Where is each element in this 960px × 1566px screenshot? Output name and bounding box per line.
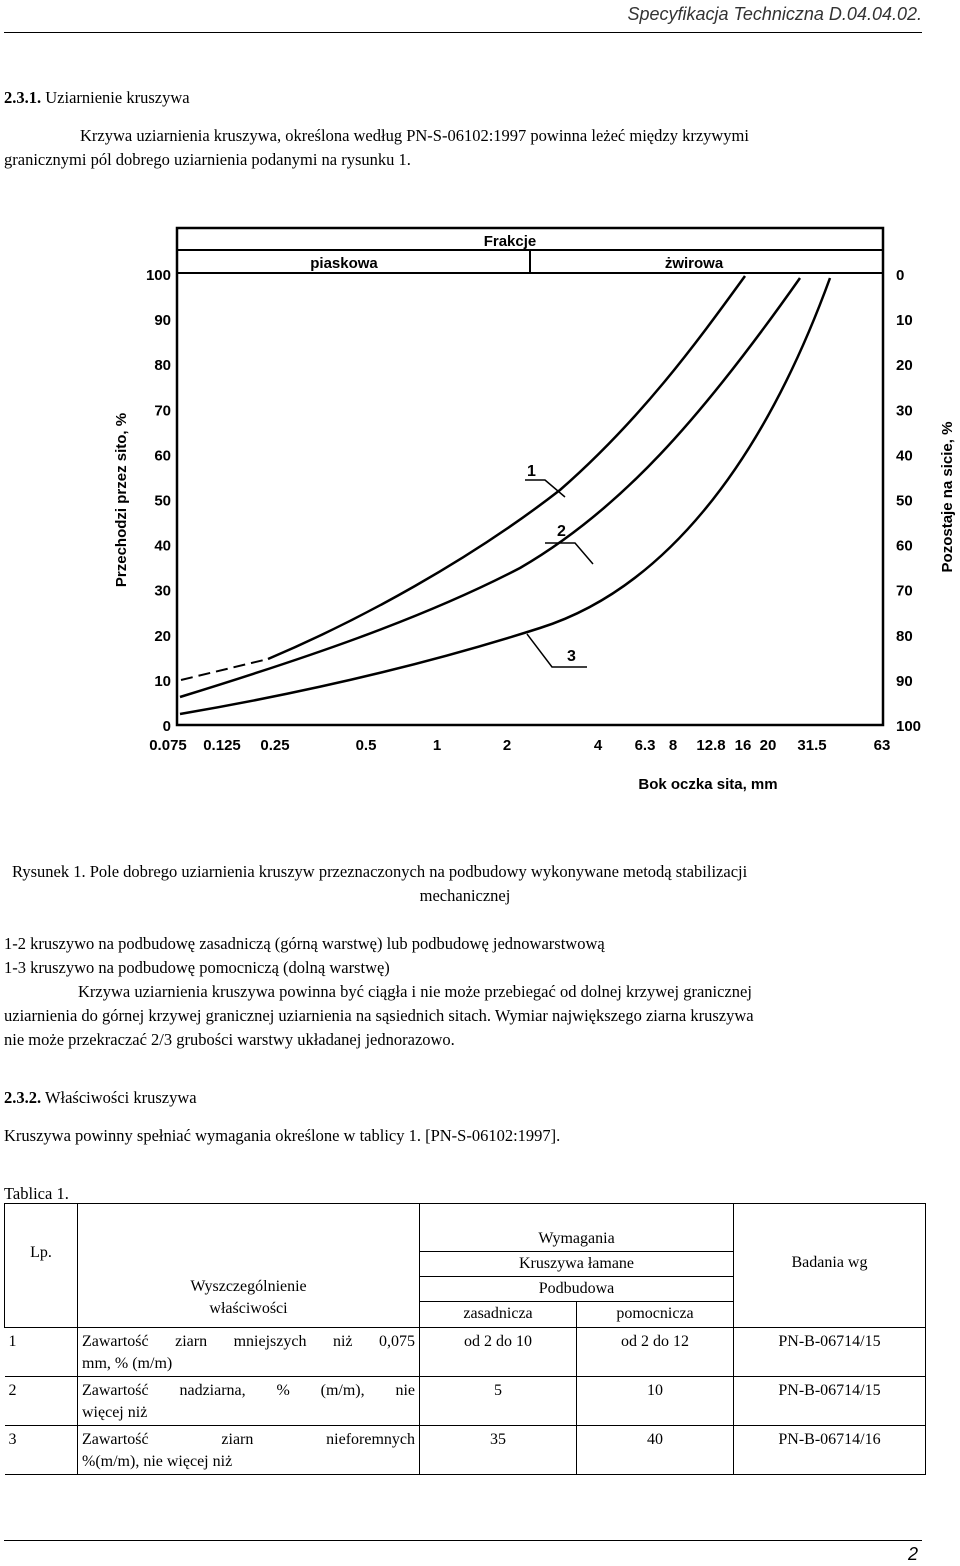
grading-curve-3	[180, 278, 830, 714]
row-auxiliary-value: 10	[577, 1377, 734, 1426]
header-requirements: Wymagania	[420, 1204, 734, 1252]
row-description-line: %(m/m), nie więcej niż	[82, 1453, 233, 1470]
row-test-method: PN-B-06714/16	[734, 1426, 926, 1475]
section-title: Uziarnienie kruszywa	[45, 88, 190, 107]
left-tick-label: 20	[154, 627, 171, 645]
right-tick-label: 30	[896, 402, 913, 420]
section-title: Właściwości kruszywa	[44, 1088, 197, 1107]
left-tick-label: 90	[154, 312, 171, 330]
intro-line-2: granicznymi pól dobrego uziarnienia podanymi na rysunku 1.	[4, 150, 411, 169]
left-tick-label: 60	[154, 447, 171, 465]
x-tick-label: 6.3	[634, 737, 656, 754]
row-main-base-value: 5	[420, 1377, 577, 1426]
section-heading-231	[4, 86, 190, 109]
paragraph-curve-line-2: uziarnienia do górnej krzywej granicznej uziarnienia na sąsiednich sitach. Wymiar największego ziarna kruszywa	[4, 1006, 754, 1025]
sand-label: piaskowa	[310, 255, 378, 272]
grading-chart	[105, 222, 960, 802]
right-tick-label: 100	[896, 718, 922, 735]
x-tick-label: 8	[668, 737, 678, 754]
row-test-method: PN-B-06714/15	[734, 1377, 926, 1426]
page-header: Specyfikacja Techniczna D.04.04.02.	[627, 4, 922, 24]
section-heading-232	[4, 1086, 197, 1109]
right-tick-label: 0	[896, 267, 905, 284]
right-tick-label: 60	[896, 537, 913, 555]
footer-rule	[4, 1540, 922, 1541]
x-tick-label: 0.125	[203, 737, 241, 754]
header-description-line-2: właściwości	[209, 1300, 288, 1317]
row-lp: 1	[5, 1328, 78, 1377]
x-tick-label: 31.5	[797, 737, 827, 754]
x-tick-label: 63	[873, 737, 891, 754]
left-tick-label: 10	[154, 672, 171, 690]
table-row	[5, 1377, 926, 1426]
x-tick-label: 0.25	[260, 737, 290, 754]
intro-line-1: Krzywa uziarnienia kruszywa, określona według PN-S-06102:1997 powinna leżeć między krzywymi	[80, 126, 749, 145]
left-tick-label: 30	[154, 582, 171, 600]
row-lp: 3	[5, 1426, 78, 1475]
curve-1-dashed-extension	[181, 659, 268, 680]
left-axis-label: Przechodzi przez sito, %	[113, 412, 130, 588]
right-tick-label: 90	[896, 672, 913, 690]
paragraph-curve-line-3: nie może przekraczać 2/3 grubości warstwy układanej jednorazowo.	[4, 1030, 455, 1049]
section-number: 2.3.1.	[4, 88, 42, 107]
header-rule	[4, 32, 922, 33]
header-base-course: Podbudowa	[420, 1277, 734, 1302]
x-tick-label: 4	[593, 737, 603, 754]
header-main-base: zasadnicza	[420, 1302, 577, 1328]
right-tick-label: 50	[896, 492, 913, 510]
row-description	[78, 1426, 420, 1475]
curve-label-3: 3	[567, 648, 576, 665]
row-description-line: więcej niż	[82, 1404, 148, 1421]
table-row	[5, 1426, 926, 1475]
x-axis-label: Bok oczka sita, mm	[638, 776, 778, 793]
right-tick-label: 10	[896, 312, 913, 330]
row-auxiliary-value: od 2 do 12	[577, 1328, 734, 1377]
row-description-line: Zawartość ziarn nieforemnych	[82, 1431, 415, 1448]
legend-1-3: 1-3 kruszywo na podbudowę pomocniczą (dolną warstwę)	[4, 958, 390, 977]
figure-caption-line-1: Rysunek 1. Pole dobrego uziarnienia kruszyw przeznaczonych na podbudowy wykonywane metodą stabilizacji	[12, 862, 748, 881]
row-main-base-value: 35	[420, 1426, 577, 1475]
left-tick-label: 100	[145, 267, 171, 284]
left-tick-label: 80	[154, 357, 171, 375]
left-tick-label: 70	[154, 402, 171, 420]
x-tick-label: 0.5	[355, 737, 377, 754]
header-crushed-aggregate: Kruszywa łamane	[420, 1252, 734, 1277]
left-tick-label: 0	[162, 718, 171, 735]
paragraph-properties: Kruszywa powinny spełniać wymagania określone w tablicy 1. [PN-S-06102:1997].	[4, 1126, 561, 1145]
requirements-table	[4, 1203, 926, 1475]
x-tick-label: 2	[502, 737, 512, 754]
legend-1-2: 1-2 kruszywo na podbudowę zasadniczą (górną warstwę) lub podbudowę jednowarstwową	[4, 934, 605, 953]
table-row	[5, 1328, 926, 1377]
row-auxiliary-value: 40	[577, 1426, 734, 1475]
header-description-line-1: Wyszczególnienie	[190, 1278, 307, 1295]
row-description-line: mm, % (m/m)	[82, 1355, 173, 1372]
header-auxiliary-base: pomocnicza	[577, 1302, 734, 1328]
figure-caption-line-2: mechanicznej	[419, 886, 511, 905]
row-description	[78, 1328, 420, 1377]
right-tick-label: 70	[896, 582, 913, 600]
row-description-line: Zawartość ziarn mniejszych niż 0,075	[82, 1333, 415, 1350]
left-tick-label: 50	[154, 492, 171, 510]
x-tick-label: 12.8	[696, 737, 726, 754]
fractions-label: Frakcje	[483, 233, 537, 250]
x-tick-label: 20	[759, 737, 777, 754]
right-tick-label: 80	[896, 627, 913, 645]
left-tick-label: 40	[154, 537, 171, 555]
gravel-label: żwirowa	[664, 255, 724, 272]
curve-label-1: 1	[527, 463, 536, 480]
x-tick-label: 1	[432, 737, 442, 754]
row-main-base-value: od 2 do 10	[420, 1328, 577, 1377]
paragraph-curve-line-1: Krzywa uziarnienia kruszywa powinna być ciągła i nie może przebiegać od dolnej krzywej granicznej	[78, 982, 752, 1001]
x-tick-label: 0.075	[149, 737, 187, 754]
page-number: 2	[907, 1544, 918, 1564]
grading-curve-2	[180, 278, 800, 697]
header-description	[78, 1204, 420, 1328]
row-test-method: PN-B-06714/15	[734, 1328, 926, 1377]
row-description-line: Zawartość nadziarna, % (m/m), nie	[82, 1382, 415, 1399]
right-tick-label: 20	[896, 357, 913, 375]
grading-curve-1	[268, 276, 745, 659]
right-tick-label: 40	[896, 447, 913, 465]
x-tick-label: 16	[734, 737, 752, 754]
section-number: 2.3.2.	[4, 1088, 42, 1107]
header-test-method: Badania wg	[734, 1204, 926, 1328]
curve-label-2: 2	[557, 523, 566, 540]
row-description	[78, 1377, 420, 1426]
right-axis-label: Pozostaje na sicie, %	[939, 421, 956, 573]
row-lp: 2	[5, 1377, 78, 1426]
table-title: Tablica 1.	[4, 1184, 69, 1203]
header-lp: Lp.	[5, 1204, 78, 1328]
